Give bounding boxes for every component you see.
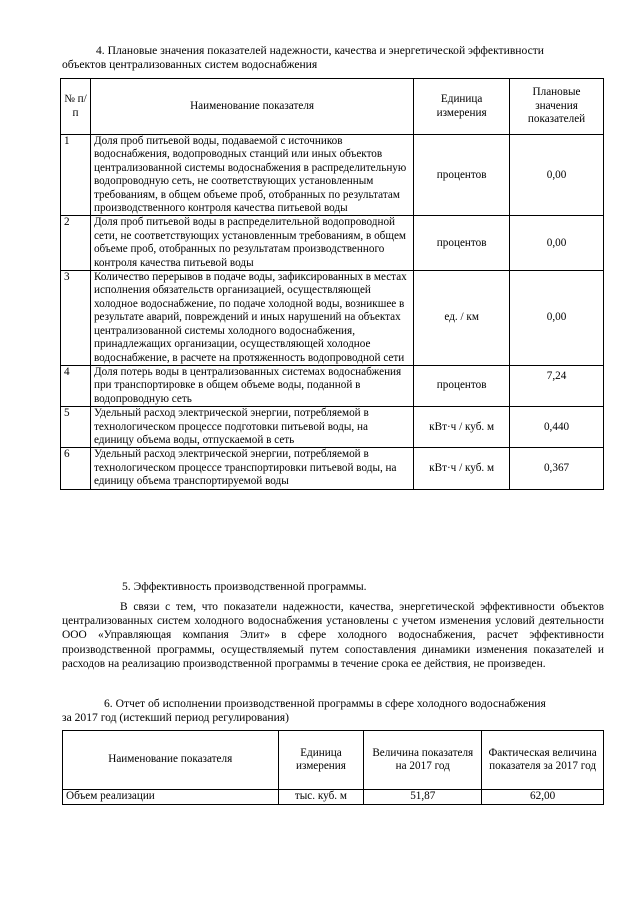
- col-header-actual: [482, 731, 604, 790]
- col-header-name-text: Наименование показателя: [190, 99, 315, 112]
- section4-heading-line2: объектов централизованных систем водоснабжения: [62, 58, 318, 71]
- row-num: 3: [61, 271, 91, 366]
- row-value: 0,440: [510, 407, 604, 448]
- section4-heading-line1: 4. Плановые значения показателей надежности, качества и энергетической эффективности: [96, 44, 545, 57]
- row-planned: 51,87: [364, 790, 482, 805]
- col-header-planned-text: Величина показателя на 2017 год: [372, 746, 474, 772]
- row-name: Удельный расход электрической энергии, потребляемой в технологическом процессе транспортировки питьевой воды, на единицу объема транспортируемой воды: [90, 448, 413, 489]
- row-unit: тыс. куб. м: [278, 790, 364, 805]
- col-header-unit: [278, 731, 364, 790]
- col-header-actual-text: Фактическая величина показателя за 2017 год: [488, 746, 597, 772]
- row-value: 0,367: [510, 448, 604, 489]
- row-value: 0,00: [510, 271, 604, 366]
- row-unit: кВт·ч / куб. м: [414, 448, 510, 489]
- row-unit: кВт·ч / куб. м: [414, 407, 510, 448]
- section5-paragraph: В связи с тем, что показатели надежности, качества, энергетической эффективности объектов централизованных систем холодного водоснабжения установлены с учетом изменения условий деятельности ООО «Управляющая компания Элит» в сфере холодного водоснабжения, расчет эффективности производственной программы, осуществляемый путем сопоставления динамики изменения показателей и расходов на реализацию производственной программы в течение срока ее действия, не произведен.: [62, 601, 604, 670]
- row-unit: процентов: [414, 216, 510, 271]
- col-header-name: [63, 731, 279, 790]
- row-name: Доля проб питьевой воды в распределительной водопроводной сети, не соответствующих установленным требованиям, в общем объеме проб, отобранных по результатам производственного контроля качества питьевой воды: [90, 216, 413, 271]
- row-name: Объем реализации: [63, 790, 279, 805]
- row-unit: процентов: [414, 135, 510, 216]
- table-row: [61, 365, 604, 406]
- row-name: Доля потерь воды в централизованных системах водоснабжения при транспортировке в общем объеме воды, поданной в водопроводную сеть: [90, 365, 413, 406]
- row-num: 4: [61, 365, 91, 406]
- row-actual: 62,00: [482, 790, 604, 805]
- table-header-row: [61, 79, 604, 135]
- col-header-num: [61, 79, 91, 135]
- col-header-name: [90, 79, 413, 135]
- table-header-row: [63, 731, 604, 790]
- row-unit: процентов: [414, 365, 510, 406]
- report-table: [62, 730, 604, 805]
- row-name: Удельный расход электрической энергии, потребляемой в технологическом процессе подготовки питьевой воды, на единицу объема воды, отпускаемой в сеть: [90, 407, 413, 448]
- row-num: 6: [61, 448, 91, 489]
- row-num: 5: [61, 407, 91, 448]
- row-name: Доля проб питьевой воды, подаваемой с источников водоснабжения, водопроводных станций или иных объектов централизованной системы водоснабжения в распределительную водопроводную сеть, не соответствующих установленным требованиям, в общем объеме проб, отобранных по результатам производственного контроля качества питьевой воды: [90, 135, 413, 216]
- row-name: Количество перерывов в подаче воды, зафиксированных в местах исполнения обязательств организацией, осуществляющей холодное водоснабжение, по подаче холодной воды, возникшее в результате аварий, повреждений и иных нарушений на объектах централизованной системы холодного водоснабжения, принадлежащих организации, осуществляющей холодное водоснабжение, в расчете на протяженность водопроводной сети: [90, 271, 413, 366]
- col-header-unit: [414, 79, 510, 135]
- col-header-unit-text: Единица измерения: [295, 746, 346, 772]
- col-header-planned: [364, 731, 482, 790]
- section6-heading-line2: за 2017 год (истекший период регулирования): [62, 711, 289, 724]
- row-value: 7,24: [510, 365, 604, 406]
- col-header-name-text: Наименование показателя: [108, 753, 233, 766]
- col-header-value: [510, 79, 604, 135]
- table-row: [63, 790, 604, 805]
- table-row: [61, 135, 604, 216]
- col-header-num-text: № п/п: [64, 93, 87, 119]
- row-unit: ед. / км: [414, 271, 510, 366]
- section6-heading-line1: 6. Отчет об исполнении производственной программы в сфере холодного водоснабжения: [104, 697, 546, 710]
- table-row: [61, 216, 604, 271]
- col-header-unit-text: Единица измерения: [436, 93, 487, 119]
- row-value: 0,00: [510, 216, 604, 271]
- section5-heading: 5. Эффективность производственной программы.: [122, 580, 367, 593]
- row-value: 0,00: [510, 135, 604, 216]
- row-num: 1: [61, 135, 91, 216]
- row-num: 2: [61, 216, 91, 271]
- table-row: [61, 407, 604, 448]
- table-row: [61, 448, 604, 489]
- col-header-value-text: Плановые значения показателей: [527, 86, 586, 126]
- table-row: [61, 271, 604, 366]
- indicators-table: [60, 78, 604, 490]
